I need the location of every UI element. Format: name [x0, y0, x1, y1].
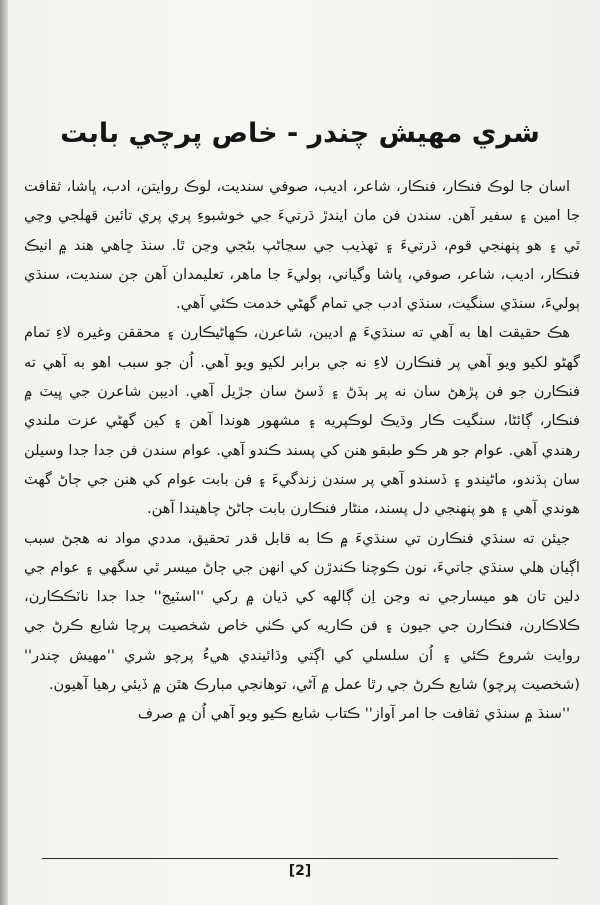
- paragraph-3: جيئن ته سنڌي فنڪارن تي سنڌيءَ ۾ ڪا به قابل قدر تحقيق، مددي مواد نه هجڻ سبب اڳيان هلي سنڌي جاتيءَ، نون ڪوچنا ڪندڙن کي انهن جي ڄاڻ ميسر ٿي سگهي ۽ عوام جي دلين تان هو ميسارجي نه وڃن اِن ڳالهه کي ڌيان ۾ رکي ''اسٽيج'' جدا جدا ناٽڪڪارن، ڪلاڪارن، فنڪارن جي جيون ۽ فن ڪاريه کي ڪٺي خاص شخصيت پرچا شايع ڪرڻ جي روايت شروع ڪئي ۽ اُن سلسلي کي اڳتي وڌائيندي هيءُ پرچو شري ''مهيش چندر'' (شخصيت پرچو) شايع ڪرڻ جي رٿا عمل ۾ آڻي، توهانجي مبارڪ هٿن ۾ ڏيئي رهيا آهيون.: [24, 529, 580, 694]
- paragraph-1: اسان جا لوڪ فنڪار، فنڪار، شاعر، اديب، صوفي سنديت، لوڪ روايتن، ادب، ڀاشا، ثقافت جا امين ۽ سفير آهن. سندن فن مان ايندڙ ڌرتيءَ جي خوشبوءِ پري پري تائين قهلجي وڃي ٿي ۽ هو پنهنجي قوم، ڌرتيءَ ۽ تهذيب جي سڃاڻپ بڻجي وڃن ٿا. سنڌ ڇاهي هند ۾ انيڪ فنڪار، اديب، شاعر، صوفي، ڀاشا وگياني، ٻوليءَ جا ماهر، تعليمدان آهن جن سنديت، سنڌي ٻوليءَ، سنڌي سنگيت، سنڌي ادب جي تمام گهڻي خدمت ڪئي آهي.: [24, 178, 580, 313]
- footer-rule: [42, 858, 558, 859]
- article-body: [24, 172, 580, 729]
- page-number: [2]: [288, 863, 312, 879]
- paragraph-4: ''سنڌ ۾ سنڌي ثقافت جا امر آواز'' ڪتاب شايع ڪيو ويو آهي اُن ۾ صرف: [137, 705, 570, 723]
- page-title: شري مهيش چندر - خاص پرچي بابت: [60, 118, 540, 149]
- page-edge-shadow: [0, 0, 8, 905]
- paragraph-2: هڪ حقيقت اها به آهي ته سنڌيءَ ۾ اديبن، شاعرن، ڪهاڻيڪارن ۽ محققن وغيره لاءِ تمام گهڻو لکيو ويو آهي پر فنڪارن لاءِ نه جي برابر لکيو ويو آهي. اُن جو سبب اهو به آهي ته فنڪارن جو فن پڙهڻ سان نه پر ٻڌڻ ۽ ڏسڻ سان جڙيل آهي. اديبن شاعرن جي ڀيٽ ۾ فنڪار، ڳائڻا، سنگيت ڪار وڌيڪ لوڪپريه ۽ مشهور هوندا آهن ۽ کين گهڻي عزت ملندي رهندي آهي. عوام جو هر ڪو طبقو هنن کي پسند ڪندو آهي. عوام سندن فن جدا جدا وسيلن سان ٻڌندو، ماڻيندو ۽ ڏسندو آهي پر سندن زندگيءَ ۽ فن بابت عوام کي هنن جي ڄاڻ گهٽ هوندي آهي ۽ هو پنهنجي دل پسند، منڻار فنڪارن بابت ڄاڻڻ چاهيندا آهن.: [24, 324, 580, 518]
